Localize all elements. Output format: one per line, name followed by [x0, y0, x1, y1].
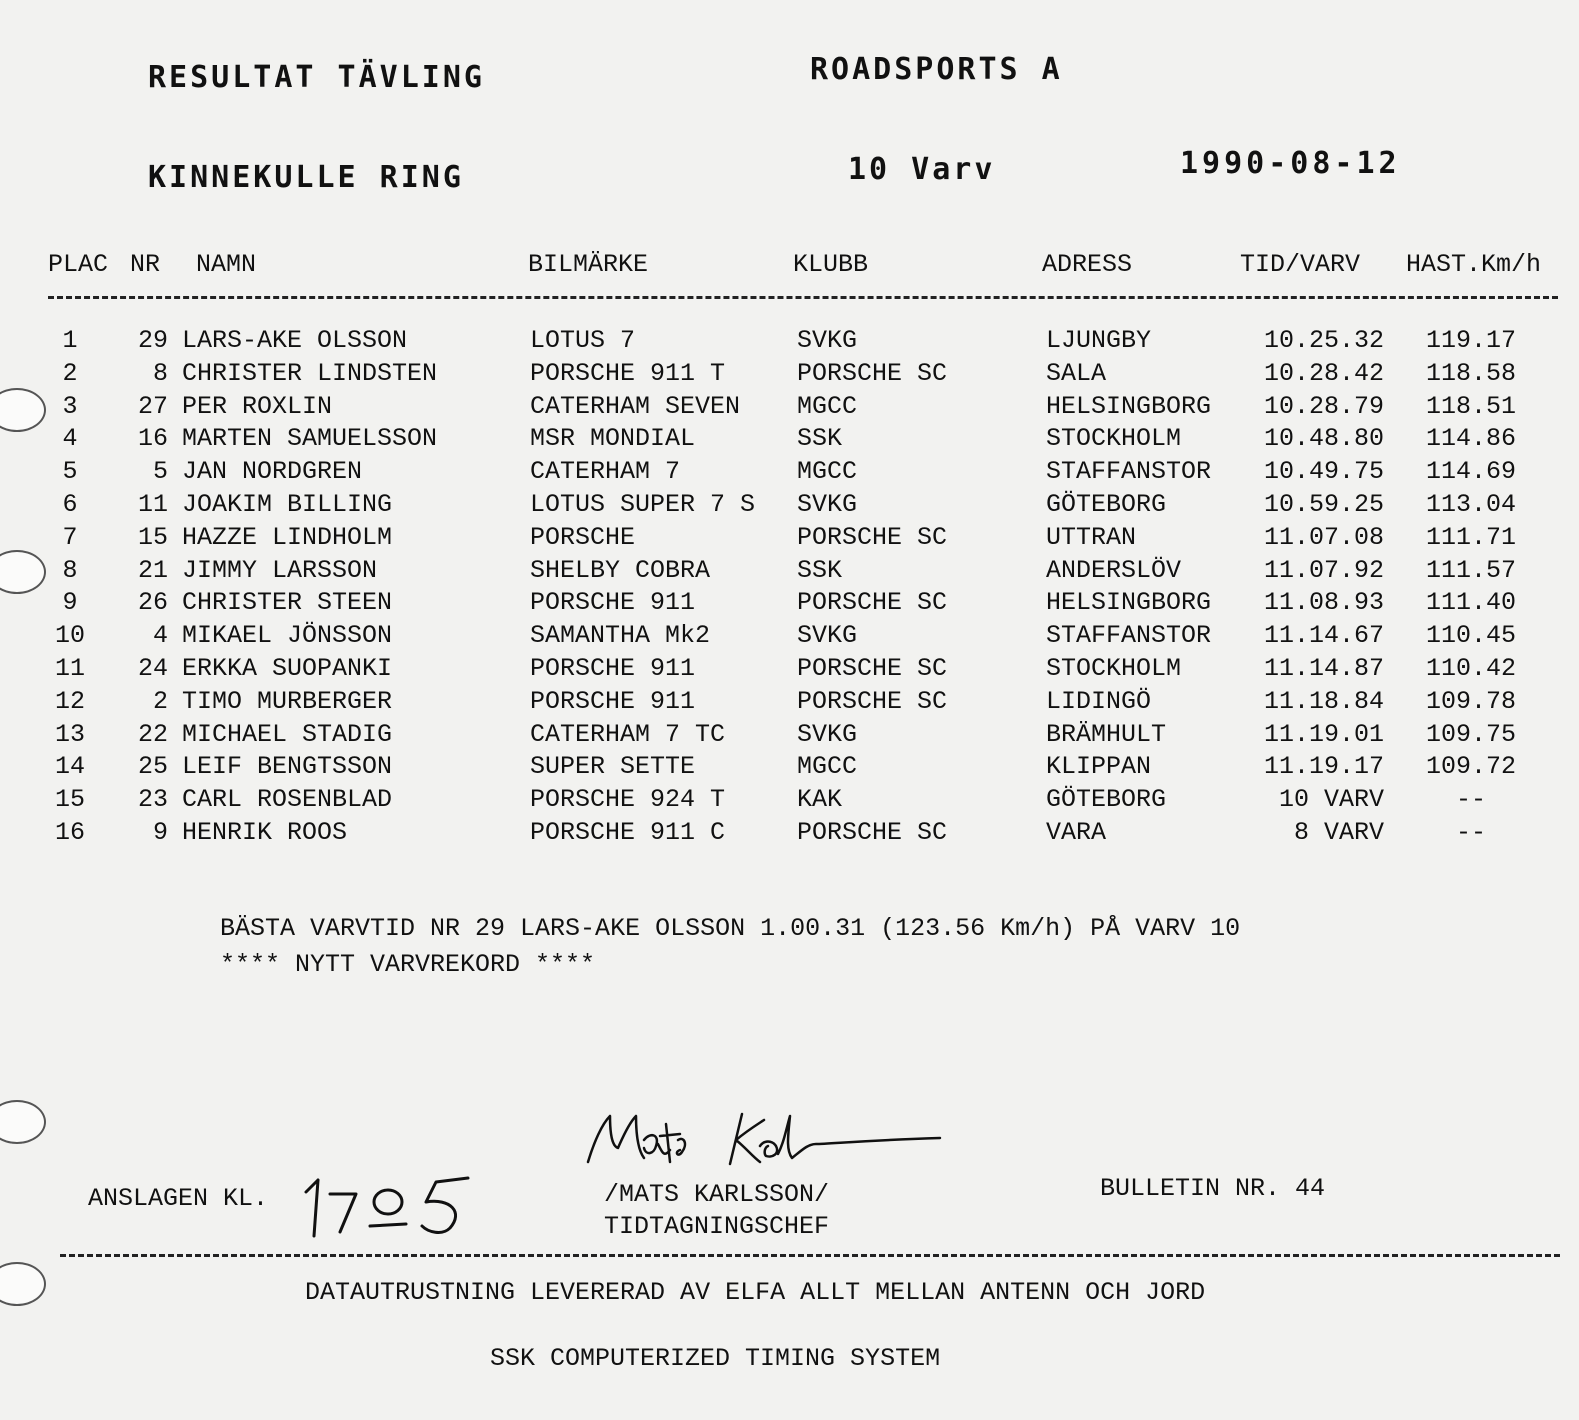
result-club: SVKG: [797, 326, 858, 355]
result-car: CATERHAM SEVEN: [530, 391, 741, 421]
track-name: KINNEKULLE RING: [148, 160, 464, 195]
result-speed: 111.40: [1425, 588, 1516, 618]
result-address: STAFFANSTOR: [1046, 621, 1212, 651]
result-time: 10.49.75: [1263, 457, 1384, 487]
result-club: PORSCHE SC: [797, 588, 948, 618]
result-address: KLIPPAN: [1046, 752, 1152, 782]
result-time: 11.14.87: [1263, 654, 1384, 683]
table-row: [0, 457, 1579, 490]
signature-mats-karlsson: [580, 1100, 960, 1180]
result-nr: 24: [137, 654, 168, 683]
result-nr: 26: [137, 588, 168, 618]
lap-count: 10 Varv: [848, 152, 996, 187]
result-club: PORSCHE SC: [797, 818, 948, 847]
punch-hole: [0, 1100, 46, 1144]
result-plac: 16: [54, 818, 85, 847]
result-time: 10.59.25: [1263, 490, 1384, 519]
column-header-namn: NAMN: [196, 250, 257, 279]
result-plac: 14: [54, 752, 85, 782]
table-row: [0, 752, 1579, 785]
result-club: SSK: [797, 424, 843, 454]
result-name: TIMO MURBERGER: [182, 686, 393, 716]
result-club: SVKG: [797, 719, 858, 749]
result-time: 10.28.42: [1263, 358, 1384, 388]
result-address: GÖTEBORG: [1046, 490, 1167, 519]
result-name: ERKKA SUOPANKI: [182, 654, 393, 683]
official-name: /MATS KARLSSON/: [604, 1180, 830, 1209]
footer-divider: [60, 1254, 1560, 1257]
table-row: [0, 392, 1579, 425]
race-class: ROADSPORTS A: [810, 52, 1063, 87]
result-address: HELSINGBORG: [1046, 391, 1212, 421]
table-row: [0, 621, 1579, 654]
result-speed: 110.42: [1425, 654, 1516, 683]
bulletin-number: BULLETIN NR. 44: [1100, 1174, 1326, 1203]
punch-hole: [0, 1262, 46, 1306]
result-time: 8 VARV: [1293, 818, 1384, 847]
result-club: MGCC: [797, 457, 858, 487]
table-row: [0, 687, 1579, 720]
result-nr: 15: [137, 522, 168, 552]
result-car: PORSCHE 911: [530, 588, 696, 618]
result-plac: 4: [62, 424, 78, 454]
header-divider: [48, 296, 1558, 299]
result-time: 10.28.79: [1263, 391, 1384, 421]
result-speed: 118.58: [1425, 358, 1516, 388]
result-car: SUPER SETTE: [530, 752, 696, 782]
result-address: STOCKHOLM: [1046, 654, 1182, 683]
result-time: 11.19.17: [1263, 752, 1384, 782]
result-name: LARS-AKE OLSSON: [182, 326, 408, 355]
result-time: 11.18.84: [1263, 686, 1384, 716]
table-row: [0, 326, 1579, 359]
result-speed: 109.72: [1425, 752, 1516, 782]
result-nr: 29: [137, 326, 168, 355]
result-time: 11.07.92: [1263, 555, 1384, 585]
table-row: [0, 785, 1579, 818]
result-name: CARL ROSENBLAD: [182, 785, 393, 815]
result-name: JAN NORDGREN: [182, 457, 363, 487]
result-car: LOTUS SUPER 7 S: [530, 490, 756, 519]
result-time: 11.07.08: [1263, 522, 1384, 552]
result-nr: 9: [152, 818, 168, 847]
result-club: PORSCHE SC: [797, 686, 948, 716]
result-address: LIDINGÖ: [1046, 686, 1152, 716]
result-plac: 1: [62, 326, 78, 355]
result-nr: 22: [137, 719, 168, 749]
result-address: BRÄMHULT: [1046, 719, 1167, 749]
document-title: RESULTAT TÄVLING: [148, 60, 485, 95]
result-car: CATERHAM 7 TC: [530, 719, 726, 749]
result-speed: 118.51: [1425, 391, 1516, 421]
table-row: [0, 424, 1579, 457]
result-time: 11.14.67: [1263, 621, 1384, 651]
result-address: ANDERSLÖV: [1046, 555, 1182, 585]
result-car: PORSCHE 924 T: [530, 785, 726, 815]
sponsor-line: DATAUTRUSTNING LEVERERAD AV ELFA ALLT MELLAN ANTENN OCH JORD: [305, 1278, 1206, 1307]
result-address: STAFFANSTOR: [1046, 457, 1212, 487]
result-speed: 114.86: [1425, 424, 1516, 454]
result-name: MIKAEL JÖNSSON: [182, 621, 393, 651]
result-club: SVKG: [797, 621, 858, 651]
result-name: MICHAEL STADIG: [182, 719, 393, 749]
result-car: CATERHAM 7: [530, 457, 681, 487]
result-plac: 12: [54, 686, 85, 716]
result-plac: 6: [62, 490, 78, 519]
best-lap-note: BÄSTA VARVTID NR 29 LARS-AKE OLSSON 1.00.31 (123.56 Km/h) PÅ VARV 10: [220, 914, 1241, 943]
table-row: [0, 654, 1579, 687]
result-speed: 110.45: [1425, 621, 1516, 651]
result-plac: 9: [62, 588, 78, 618]
column-header-plac: PLAC: [48, 250, 109, 279]
result-car: PORSCHE 911 T: [530, 358, 726, 388]
result-speed: --: [1455, 818, 1486, 847]
result-nr: 2: [152, 686, 168, 716]
result-time: 11.19.01: [1263, 719, 1384, 749]
result-car: PORSCHE 911 C: [530, 818, 726, 847]
result-club: SSK: [797, 555, 843, 585]
result-time: 10.48.80: [1263, 424, 1384, 454]
result-speed: 111.71: [1425, 522, 1516, 552]
table-row: [0, 818, 1579, 851]
result-car: PORSCHE: [530, 522, 636, 552]
result-plac: 15: [54, 785, 85, 815]
result-plac: 2: [62, 358, 78, 388]
column-header-tid: TID/VARV: [1240, 250, 1361, 279]
result-car: PORSCHE 911: [530, 686, 696, 716]
result-time: 10.25.32: [1263, 326, 1384, 355]
result-address: LJUNGBY: [1046, 326, 1152, 355]
table-row: [0, 359, 1579, 392]
result-address: SALA: [1046, 358, 1107, 388]
result-plac: 7: [62, 522, 78, 552]
race-date: 1990-08-12: [1180, 146, 1401, 181]
result-address: UTTRAN: [1046, 522, 1137, 552]
posted-label: ANSLAGEN KL.: [88, 1184, 269, 1213]
column-header-hast: HAST.Km/h: [1406, 250, 1542, 279]
result-car: MSR MONDIAL: [530, 424, 696, 454]
result-speed: 109.78: [1425, 686, 1516, 716]
result-speed: 113.04: [1425, 490, 1516, 519]
table-row: [0, 523, 1579, 556]
column-header-adress: ADRESS: [1042, 250, 1133, 279]
result-address: HELSINGBORG: [1046, 588, 1212, 618]
result-name: JOAKIM BILLING: [182, 490, 393, 519]
result-nr: 23: [137, 785, 168, 815]
column-header-bilmarke: BILMÄRKE: [528, 250, 649, 279]
result-club: PORSCHE SC: [797, 358, 948, 388]
result-name: LEIF BENGTSSON: [182, 752, 393, 782]
table-row: [0, 720, 1579, 753]
result-plac: 11: [54, 654, 85, 683]
result-plac: 13: [54, 719, 85, 749]
official-title: TIDTAGNINGSCHEF: [604, 1212, 830, 1241]
result-nr: 21: [137, 555, 168, 585]
result-club: MGCC: [797, 391, 858, 421]
result-name: HENRIK ROOS: [182, 818, 348, 847]
result-speed: 109.75: [1425, 719, 1516, 749]
table-row: [0, 556, 1579, 589]
result-time: 11.08.93: [1263, 588, 1384, 618]
posted-time-handwritten: [300, 1168, 480, 1240]
result-plac: 8: [62, 555, 78, 585]
result-car: SHELBY COBRA: [530, 555, 711, 585]
result-club: MGCC: [797, 752, 858, 782]
result-nr: 4: [152, 621, 168, 651]
result-address: GÖTEBORG: [1046, 785, 1167, 815]
result-speed: 114.69: [1425, 457, 1516, 487]
result-nr: 27: [137, 391, 168, 421]
result-name: HAZZE LINDHOLM: [182, 522, 393, 552]
result-speed: 119.17: [1425, 326, 1516, 355]
result-club: SVKG: [797, 490, 858, 519]
result-club: KAK: [797, 785, 843, 815]
column-header-nr: NR: [130, 250, 161, 279]
result-name: MARTEN SAMUELSSON: [182, 424, 438, 454]
column-header-klubb: KLUBB: [793, 250, 869, 279]
result-club: PORSCHE SC: [797, 522, 948, 552]
result-club: PORSCHE SC: [797, 654, 948, 683]
result-name: CHRISTER STEEN: [182, 588, 393, 618]
result-nr: 8: [152, 358, 168, 388]
result-name: CHRISTER LINDSTEN: [182, 358, 438, 388]
table-row: [0, 490, 1579, 523]
result-car: PORSCHE 911: [530, 654, 696, 683]
result-time: 10 VARV: [1278, 785, 1384, 815]
result-plac: 3: [62, 391, 78, 421]
result-address: VARA: [1046, 818, 1107, 847]
result-plac: 10: [54, 621, 85, 651]
result-speed: 111.57: [1425, 555, 1516, 585]
timing-system-line: SSK COMPUTERIZED TIMING SYSTEM: [490, 1344, 941, 1373]
lap-record-note: **** NYTT VARVREKORD ****: [220, 950, 596, 979]
table-row: [0, 588, 1579, 621]
result-nr: 11: [137, 490, 168, 519]
result-speed: --: [1455, 785, 1486, 815]
result-nr: 25: [137, 752, 168, 782]
result-car: LOTUS 7: [530, 326, 636, 355]
result-address: STOCKHOLM: [1046, 424, 1182, 454]
result-name: PER ROXLIN: [182, 391, 333, 421]
result-nr: 16: [137, 424, 168, 454]
result-car: SAMANTHA Mk2: [530, 621, 711, 651]
result-plac: 5: [62, 457, 78, 487]
result-nr: 5: [152, 457, 168, 487]
result-name: JIMMY LARSSON: [182, 555, 378, 585]
